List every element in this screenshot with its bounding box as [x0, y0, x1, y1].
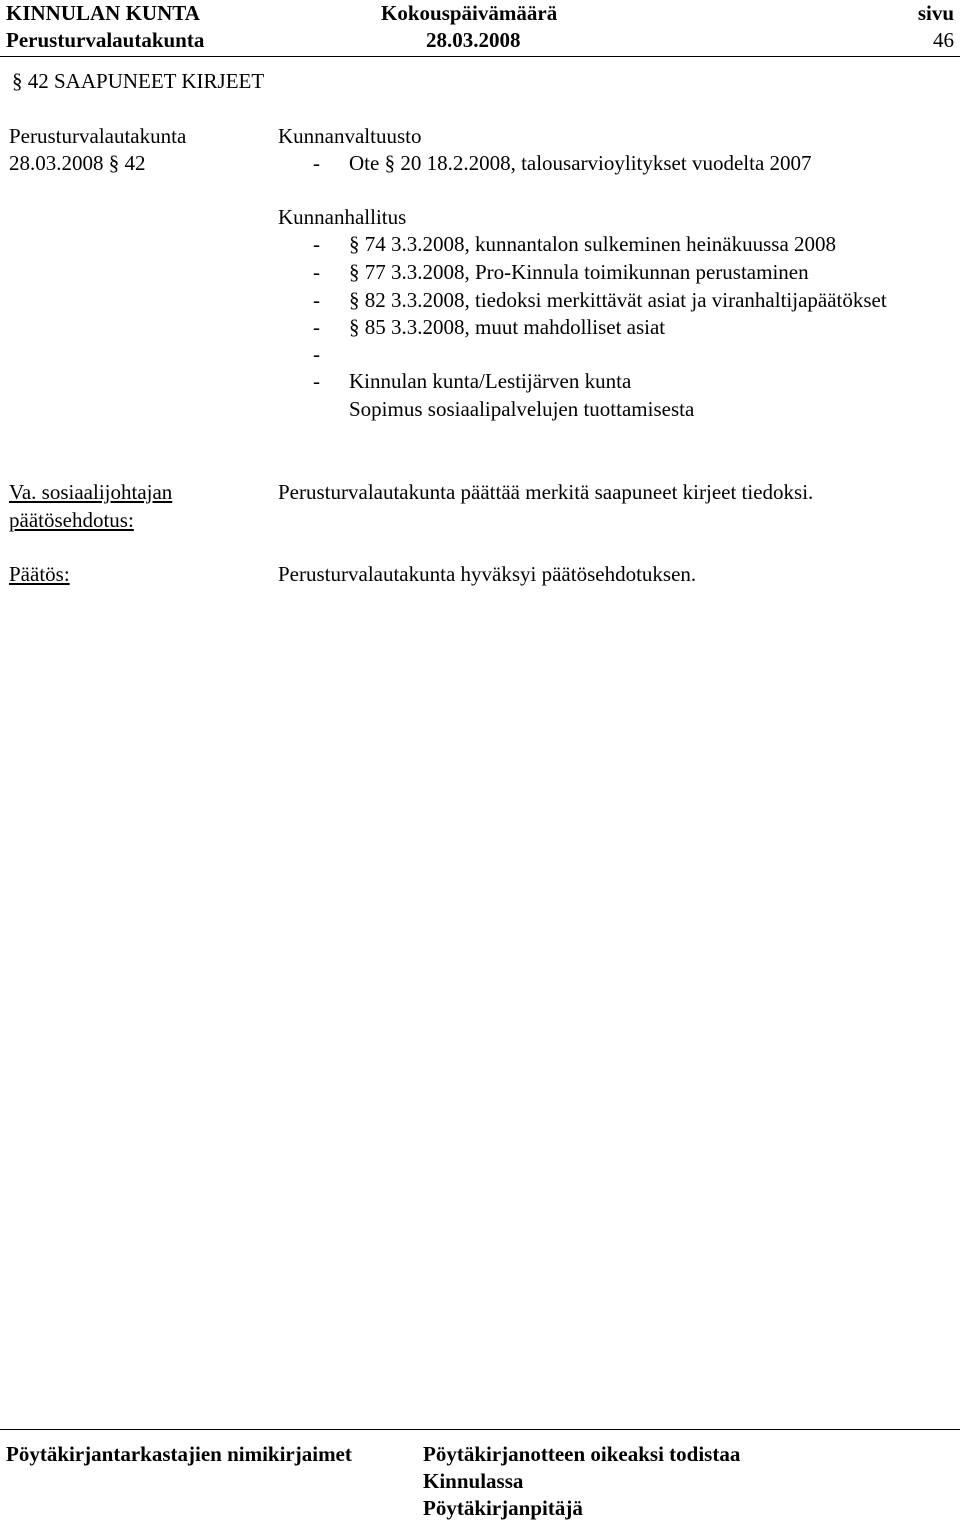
footer-initials-label: Pöytäkirjantarkastajien nimikirjaimet	[6, 1442, 352, 1466]
proposal-label-line2: päätösehdotus:	[9, 508, 134, 532]
item-text: § 85 3.3.2008, muut mahdolliset asiat	[349, 315, 666, 339]
item-text: Sopimus sosiaalipalvelujen tuottamisesta	[349, 397, 695, 421]
proposal-label-line1: Va. sosiaalijohtajan	[9, 480, 173, 504]
header-page-label: sivu	[917, 1, 954, 25]
decision-text: Perusturvalautakunta hyväksyi päätösehdotuksen.	[278, 562, 697, 586]
footer-certify-label: Pöytäkirjanotteen oikeaksi todistaa	[423, 1442, 741, 1466]
item-text: § 82 3.3.2008, tiedoksi merkittävät asiat ja viranhaltijapäätökset	[349, 288, 887, 312]
group-sender-kunnanvaltuusto: Kunnanvaltuusto	[278, 124, 422, 148]
item-dash: -	[313, 342, 320, 366]
item-dash: -	[313, 151, 320, 175]
item-text: § 74 3.3.2008, kunnantalon sulkeminen heinäkuussa 2008	[349, 232, 837, 256]
decision-label: Päätös:	[9, 562, 70, 586]
item-text: Ote § 20 18.2.2008, talousarvioylitykset vuodelta 2007	[349, 151, 812, 175]
item-dash: -	[313, 315, 320, 339]
footer-place: Kinnulassa	[423, 1469, 524, 1493]
header-org: KINNULAN KUNTA	[6, 1, 200, 25]
header-board: Perusturvalautakunta	[6, 28, 205, 52]
footer-rule	[0, 1429, 960, 1430]
item-dash: -	[313, 260, 320, 284]
item-dash: -	[313, 288, 320, 312]
proposal-text: Perusturvalautakunta päättää merkitä saapuneet kirjeet tiedoksi.	[278, 480, 814, 504]
item-dash: -	[313, 232, 320, 256]
ref-board: Perusturvalautakunta	[9, 124, 187, 148]
header-date-label: Kokouspäivämäärä	[381, 1, 558, 25]
header-page-number: 46	[933, 28, 954, 52]
item-text: Kinnulan kunta/Lestijärven kunta	[349, 369, 632, 393]
ref-date-paragraph: 28.03.2008 § 42	[9, 151, 146, 175]
item-dash: -	[313, 369, 320, 393]
item-text: § 77 3.3.2008, Pro-Kinnula toimikunnan perustaminen	[349, 260, 809, 284]
footer-secretary-label: Pöytäkirjanpitäjä	[423, 1496, 583, 1520]
header-date: 28.03.2008	[426, 28, 521, 52]
header-rule	[0, 56, 960, 57]
section-title: § 42 SAAPUNEET KIRJEET	[12, 69, 265, 93]
group-sender-kunnanhallitus: Kunnanhallitus	[278, 205, 407, 229]
